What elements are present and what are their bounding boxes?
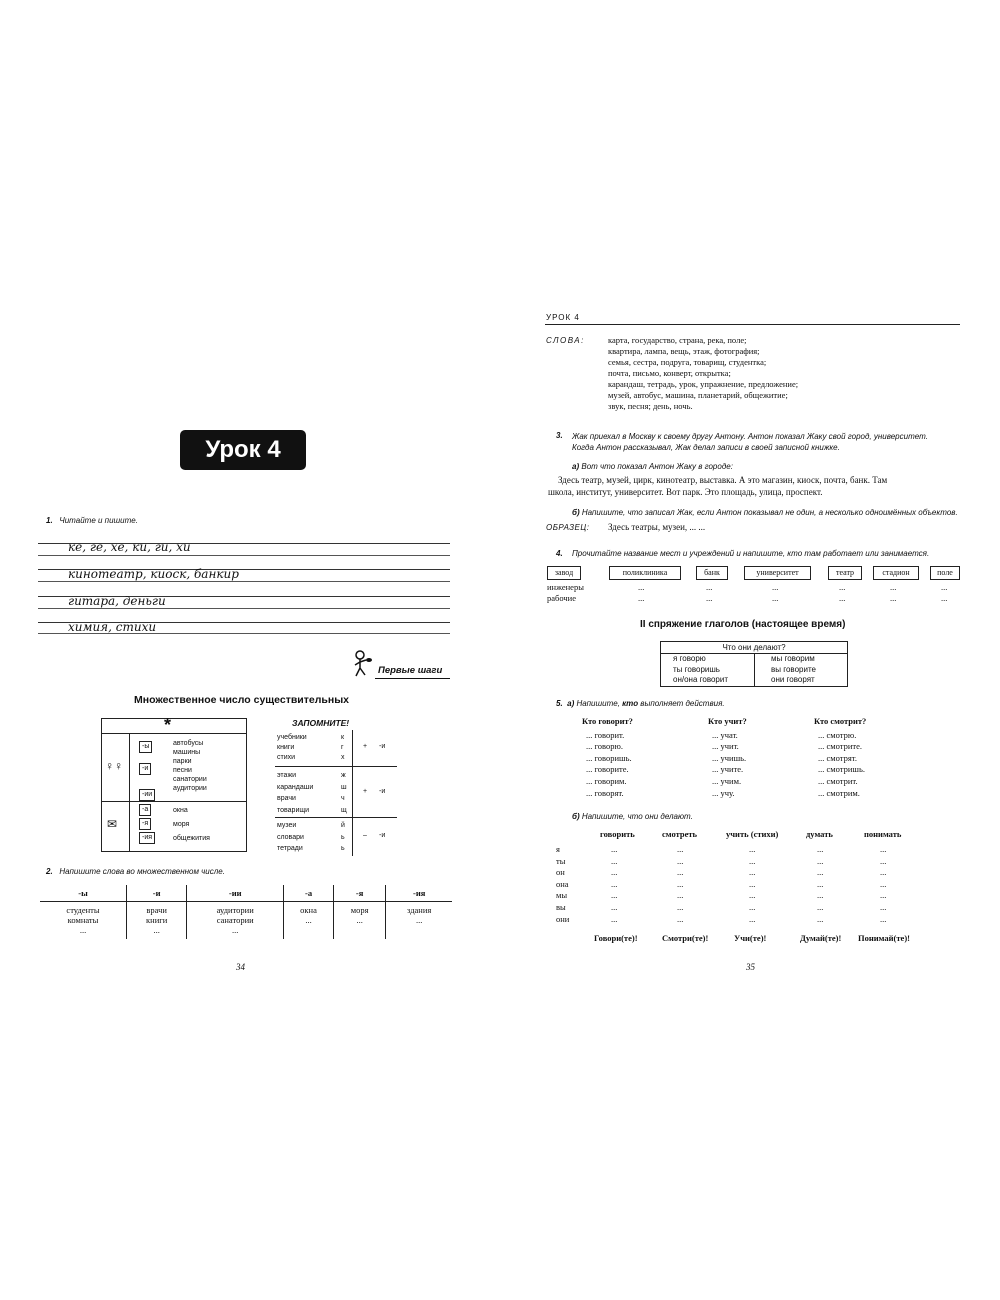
table-cell: книги [127,915,187,925]
conj-form: ты говоришь [673,664,720,674]
blank: ... [677,913,684,924]
box-word: парки [173,758,192,765]
blank: ... [677,901,684,912]
cell: ... [638,593,645,603]
ex5-a-text-post: выполняет действия. [638,699,725,708]
conj-title: II спряжение глаголов (настоящее время) [640,619,846,630]
words-line: карандаш, тетрадь, урок, упражнение, предложение; [608,379,799,389]
table-cell: врачи [127,902,187,916]
ex4-col [941,582,947,604]
remember-word: книги [277,744,295,751]
col-item: ... смотрит. [818,775,858,786]
col-item: ... говоришь. [586,752,632,763]
verb-head: говорить [600,829,635,839]
blank: ... [611,855,618,866]
blank: ... [817,844,824,854]
remember-letter: ш [341,783,347,791]
remember-table [275,730,400,858]
table-cell [386,925,452,939]
table-cell: аудитории [187,902,284,916]
verb-column [749,844,755,925]
conj-form: он/она говорит [673,675,729,684]
blank: ... [817,913,824,924]
divider [102,733,246,734]
words-line: звук, песня; день, ночь. [608,401,693,411]
imperative: Говори(те)! [594,933,638,943]
sample-label: ОБРАЗЕЦ: [546,523,590,532]
imperative: Смотри(те)! [662,933,709,943]
verb-head: думать [806,829,833,839]
col-item: ... говорите. [586,764,629,775]
ex3-b [572,508,958,517]
ex5-b-text: Напишите, что они делают. [581,812,693,821]
blank: ... [749,913,756,924]
table-cell: ... [284,915,334,925]
ex5-number: 5. [556,699,563,708]
table-row [40,925,452,939]
table-cell: комнаты [67,915,99,925]
table-cell [284,925,334,939]
col-item: ... учим. [712,775,742,786]
ex4-col [839,582,845,604]
blank: ... [817,867,824,878]
cell: ... [890,582,897,592]
blank: ... [611,878,618,889]
stick-figure-icon [352,650,374,683]
plural-endings-diagram [101,715,247,852]
divider [352,730,353,856]
blank: ... [817,901,824,912]
remember-word: стихи [277,754,296,761]
lesson-title: Урок 4 [180,430,306,470]
ex5-col-2 [708,716,747,799]
blank: ... [677,855,684,866]
cell: ... [772,593,779,603]
box-words-top [173,739,207,793]
remember-letter: г [341,744,344,751]
col-item: ... учит. [712,741,739,752]
col-item: ... учат. [712,729,738,740]
col-item: ... учишь. [712,752,747,763]
cell: ... [772,582,779,592]
first-steps-label: Первые шаги [378,665,443,676]
running-head: УРОК 4 [546,313,580,322]
pronoun: он [556,867,565,878]
handwriting-line-1: ке, ге, хе, ки, ги, хи [68,540,191,554]
pronoun-column [556,844,569,925]
place-box: поле [930,566,960,580]
box-words-bottom [173,804,210,846]
remember-letter: щ [341,806,347,814]
remember-plus: + [363,743,368,750]
blank: ... [677,878,684,889]
remember-ending: -и [379,743,386,750]
words-line: музей, автобус, машина, планетарий, общежитие; [608,390,788,400]
place-box: завод [547,566,581,580]
row-label: инженеры [547,582,584,592]
blank: ... [749,855,756,866]
verb-column [817,844,823,925]
cell: ... [706,582,713,592]
verb-column [677,844,683,925]
conj-question: Что они делают? [661,642,847,654]
plural-table [40,885,452,939]
ex3-a-text: Вот что показал Антон Жаку в городе: [581,462,733,471]
blank: ... [817,878,824,889]
col-item: ... говорю. [586,741,623,752]
blank: ... [611,844,618,854]
remember-title: ЗАПОМНИТЕ! [292,718,350,728]
ex3-a [572,462,733,471]
remember-word: словари [277,833,304,841]
blank: ... [611,913,618,924]
divider [275,766,397,767]
words-label: СЛОВА: [546,336,585,345]
suffix-ii: -ии [139,789,155,801]
handwriting-line [38,555,450,556]
ex1-header [46,516,138,525]
ex3-intro-line: Жак приехал в Москву к своему другу Антону. Антон показал Жаку свой город, университет. [572,432,928,441]
table-header: -а [284,885,334,902]
header-rule [545,324,960,325]
table-cell: ... [333,915,385,925]
ex3-a-body [548,474,887,498]
remember-letter: ж [341,772,346,779]
table-cell: моря [333,902,385,916]
blank: ... [611,867,618,878]
blank: ... [749,844,756,854]
place-box: театр [828,566,862,580]
envelope-icon: ✉ [107,817,118,831]
table-header: -ии [187,885,284,902]
handwriting-line-2: кинотеатр, киоск, банкир [68,567,239,581]
box-word: моря [173,821,190,828]
suffix-a: -а [139,804,151,816]
conj-table [660,641,848,687]
box-word: автобусы [173,740,204,747]
remember-ending: -и [379,832,386,839]
col-item: ... смотрите. [818,741,863,752]
table-header-row [40,885,452,902]
blank: ... [749,867,756,878]
box-word: санатории [173,776,207,783]
ex3-intro-line: Когда Антон рассказывал, Жак делал записи в своей записной книжке. [572,443,840,452]
col-item: ... говорим. [586,775,627,786]
ex4-row-labels [547,582,584,604]
col-item: ... смотрят. [818,752,857,763]
table-cell: ... [79,925,87,935]
box-word: машины [173,749,201,756]
ex2-number: 2. [46,867,53,876]
blank: ... [817,890,824,901]
table-row [40,902,452,916]
divider [129,733,130,851]
words-line: квартира, лампа, вещь, этаж, фотография; [608,346,760,356]
ex5-col-1 [582,716,633,799]
conj-form: я говорю [673,654,706,663]
conj-form: мы говорим [771,654,815,663]
table-cell: студенты [66,905,100,915]
pronoun: вы [556,901,566,912]
handwriting-line-3: гитара, деньги [68,594,166,608]
remember-letter: х [341,754,345,761]
table-header: -ы [40,885,127,902]
handwriting-line-4: химия, стихи [68,620,157,634]
ex3-a-line: школа, институт, университет. Вот парк. Это площадь, улица, проспект. [548,487,823,497]
remember-letter: к [341,734,345,741]
place-box: банк [696,566,728,580]
table-cell: окна [284,902,334,916]
blank: ... [880,901,887,912]
table-header: -ия [386,885,452,902]
cell: ... [839,582,846,592]
col-item: ... смотрю. [818,729,857,740]
col-head: Кто говорит? [582,716,633,726]
blank: ... [677,844,684,854]
ex3-b-text: Напишите, что записал Жак, если Антон показывал не один, а несколько одноимённых объектов. [581,508,958,517]
table-header: -я [333,885,385,902]
place-box: стадион [873,566,919,580]
ex3-b-label: б) [572,508,580,517]
words-line: карта, государство, страна, река, поле; [608,335,747,345]
conj-form: они говорят [771,675,815,684]
ex3-number: 3. [556,431,563,440]
page-number-left: 34 [236,962,245,972]
remember-word: товарищи [277,806,310,814]
words-line: почта, письмо, конверт, открытка; [608,368,731,378]
col-head: Кто смотрит? [814,716,867,726]
ex5-a-text-pre: Напишите, [576,699,623,708]
blank: ... [749,890,756,901]
blank: ... [880,890,887,901]
remember-word: врачи [277,795,296,802]
remember-word: музеи [277,822,297,829]
remember-word: тетради [277,845,303,852]
place-box: поликлиника [609,566,681,580]
table-row [40,915,452,925]
table-cell: ... [127,925,187,939]
ex4-instruction: Прочитайте название мест и учреждений и напишите, кто там работает или занимается. [572,549,930,558]
pronoun: мы [556,890,568,901]
remember-minus: – [363,832,367,839]
verb-head: учить (стихи) [726,829,779,839]
ex5-a-text-bold: кто [622,699,639,708]
blank: ... [817,855,824,866]
blank: ... [880,855,887,866]
table-cell: здания [386,902,452,916]
first-steps-rule [375,678,450,679]
table-cell: санатории [187,915,284,925]
ex3-a-label: а) [572,462,580,471]
ex3-intro [572,431,928,453]
blank: ... [880,844,887,854]
ex4-number: 4. [556,549,563,558]
box-word: аудитории [173,785,207,792]
ex5-b [572,812,693,821]
blank: ... [611,901,618,912]
remember-word: этажи [277,772,297,779]
ex4-col [706,582,712,604]
ex4-col [638,582,644,604]
remember-letter: ч [341,795,345,802]
col-head: Кто учит? [708,716,747,726]
ex5-col-3 [814,716,866,799]
col-item: ... учите. [712,764,744,775]
blank: ... [749,901,756,912]
verb-head: смотреть [662,829,698,839]
table-cell: ... [386,915,452,925]
ex2-header [46,867,225,876]
cell: ... [638,582,645,592]
blank: ... [749,878,756,889]
suffix-i: -и [139,763,151,775]
col-item: ... говорят. [586,787,624,798]
cell: ... [941,593,948,603]
pronoun: ты [556,855,566,866]
cell: ... [839,593,846,603]
remember-word: учебники [277,734,307,741]
table-cell: ... [187,925,284,939]
remember-plus: + [363,788,368,795]
people-icon: ♀♀ [105,759,123,773]
imperative: Думай(те)! [800,933,842,943]
words-list [608,335,798,412]
col-item: ... учу. [712,787,735,798]
box-word: песни [173,767,192,774]
ex1-number: 1. [46,516,53,525]
remember-letter: ь [341,845,345,852]
ex4-col [890,582,896,604]
divider [275,817,397,818]
cell: ... [890,593,897,603]
sample-text: Здесь театры, музеи, ... ... [608,522,706,532]
suffix-ya: -я [139,818,151,830]
remember-ending: -и [379,788,386,795]
pronoun: они [556,913,570,924]
divider [102,801,246,802]
box-word: окна [173,807,188,814]
ex5-a [556,699,725,708]
cell: ... [941,582,948,592]
row-label: рабочие [547,593,576,603]
remember-word: карандаши [277,783,314,791]
box-word: общежития [173,835,210,842]
handwriting-line [38,581,450,582]
blank: ... [677,867,684,878]
blank: ... [880,913,887,924]
plural-title: Множественное число существительных [134,694,350,706]
handwriting-line [38,608,450,609]
col-item: ... смотрим. [818,787,860,798]
ex4-col [772,582,778,604]
words-line: семья, сестра, подруга, товарищ, студентка; [608,357,767,367]
blank: ... [880,867,887,878]
ex3-a-line: Здесь театр, музей, цирк, кинотеатр, выставка. А это магазин, киоск, почта, банк. Там [558,475,888,485]
ex5-b-label: б) [572,812,580,821]
asterisk-icon: * [164,715,172,735]
blank: ... [880,878,887,889]
ex5-a-label: а) [567,699,575,708]
col-item: ... смотришь. [818,764,865,775]
pronoun: я [556,844,560,854]
blank: ... [677,890,684,901]
imperative: Учи(те)! [734,933,767,943]
place-box: университет [744,566,811,580]
remember-letter: ь [341,833,345,841]
cell: ... [706,593,713,603]
suffix-y: -ы [139,741,152,753]
pronoun: она [556,878,569,889]
conj-form: вы говорите [771,664,816,674]
ex1-instruction: Читайте и пишите. [59,516,138,525]
verb-column [611,844,617,925]
table-header: -и [127,885,187,902]
divider [754,653,755,686]
verb-head: понимать [864,829,902,839]
page-number-right: 35 [746,962,755,972]
imperative: Понимай(те)! [858,933,910,943]
ex2-instruction: Напишите слова во множественном числе. [59,867,225,876]
remember-letter: й [341,822,345,829]
col-item: ... говорит. [586,729,625,740]
blank: ... [611,890,618,901]
verb-column [880,844,886,925]
table-cell [333,925,385,939]
suffix-iya: -ия [139,832,155,844]
